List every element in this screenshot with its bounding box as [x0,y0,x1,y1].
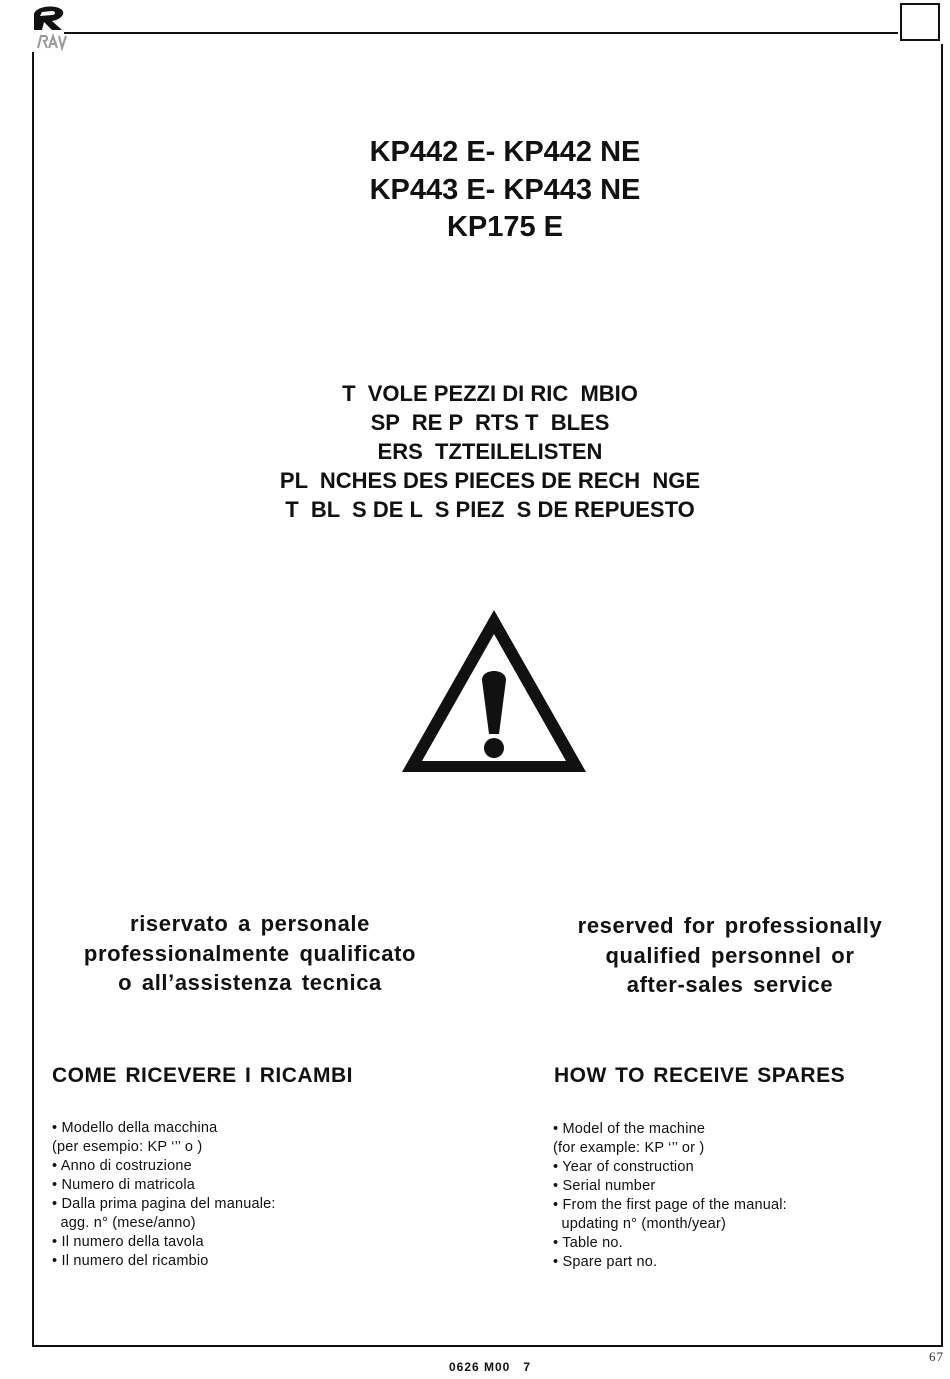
howto-heading-it: COME RICEVERE I RICAMBI [52,1064,354,1087]
frame-bottom-line [32,1345,943,1347]
list-item: • Spare part no. [553,1254,658,1270]
requirements-list-en [553,1120,787,1272]
list-item: • Numero di matricola [52,1177,196,1193]
document-code: 0626 M00 7 [448,1360,532,1374]
warning-triangle-icon [398,606,590,776]
list-item: updating n° (month/year) [553,1216,727,1232]
howto-heading-en: HOW TO RECEIVE SPARES [554,1064,846,1087]
model-titles [260,134,750,247]
list-item: • Model of the machine [553,1121,706,1137]
spare-parts-subtitles [190,379,790,524]
restriction-line: reserved for professionally [577,913,883,938]
list-item: • Table no. [553,1235,623,1251]
model-title-line: KP443 E- KP443 NE [369,173,641,206]
model-title-line: KP175 E [446,211,564,243]
list-item: • From the first page of the manual: [553,1197,787,1213]
list-item: (per esempio: KP ‘’’ o ) [52,1139,203,1155]
list-item: agg. n° (mese/anno) [52,1215,196,1231]
list-item: • Anno di costruzione [52,1158,192,1174]
frame-left-line [32,52,34,1347]
restriction-notice-en [530,911,930,1000]
list-item: • Modello della macchina [52,1120,218,1136]
restriction-line: riservato a personale [130,911,370,936]
list-item: • Il numero della tavola [52,1234,204,1250]
subtitle-line: ERS TZTEILELISTEN [377,439,603,464]
restriction-line: after-sales service [626,972,834,997]
brand-logo-icon [30,4,72,52]
subtitle-line: T BL S DE L S PIEZ S DE REPUESTO [285,497,695,522]
restriction-line: qualified personnel or [605,942,855,968]
restriction-notice-it [50,909,450,998]
list-item: • Year of construction [553,1159,694,1175]
frame-right-line [941,44,943,1347]
model-title-line: KP442 E- KP442 NE [369,136,641,168]
frame-top-line [64,32,898,34]
subtitle-line: PL NCHES DES PIECES DE RECH NGE [279,468,701,493]
subtitle-line: SP RE P RTS T BLES [370,410,610,435]
list-item: (for example: KP ‘’’ or ) [553,1140,705,1156]
restriction-line: professionalmente qualificato [83,940,417,966]
list-item: • Il numero del ricambio [52,1253,209,1269]
list-item: • Dalla prima pagina del manuale: [52,1196,276,1212]
page-number: 67 [929,1349,944,1364]
corner-box [900,3,940,41]
subtitle-line: T VOLE PEZZI DI RIC MBIO [342,381,638,406]
requirements-list-it [52,1119,276,1271]
restriction-line: o all’assistenza tecnica [118,970,382,995]
list-item: • Serial number [553,1178,656,1194]
